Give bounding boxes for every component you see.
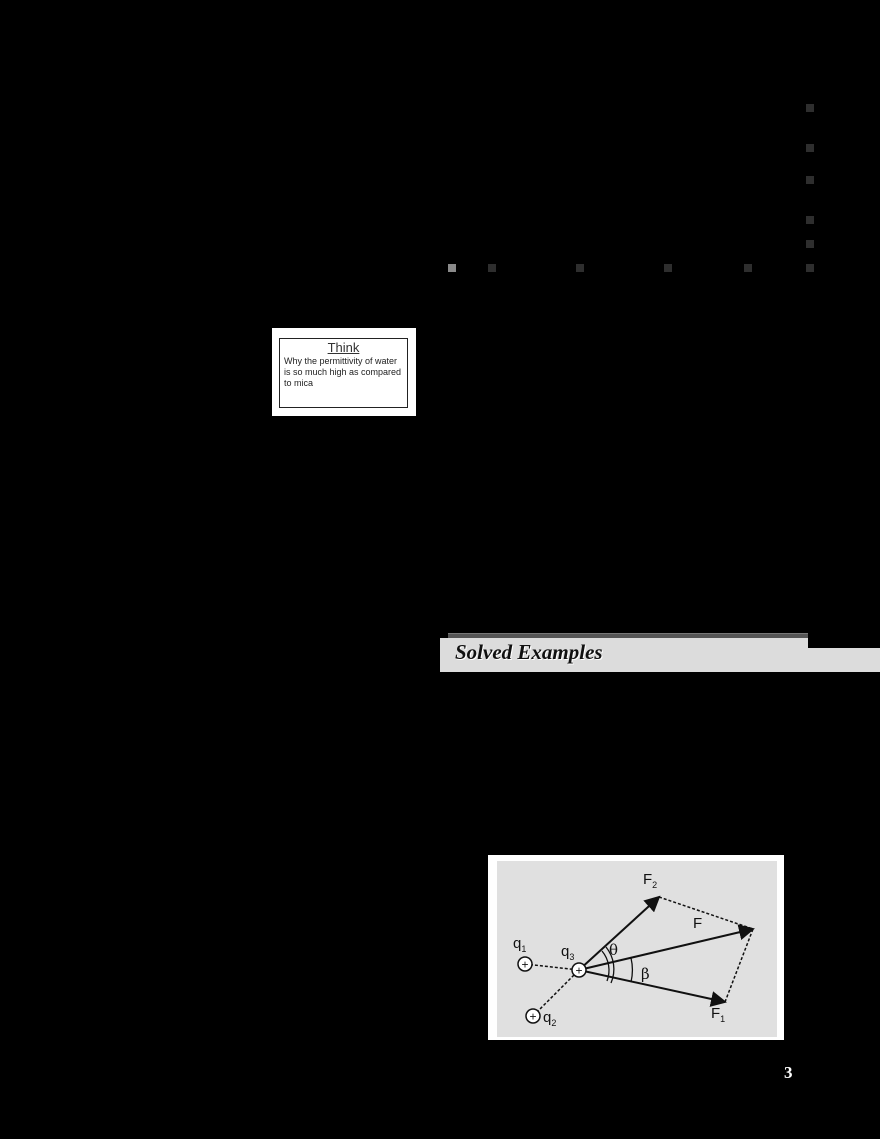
label-f1: $F_1$ (711, 1005, 726, 1024)
label-f: F (693, 915, 703, 932)
vector-diagram-svg (497, 861, 777, 1037)
grid-marker (744, 264, 752, 272)
think-title: Think (327, 340, 360, 355)
label-q2: $q_2$ (543, 1009, 557, 1028)
svg-text:+: + (529, 1009, 537, 1024)
label-theta: θ (609, 941, 619, 959)
section-title: Solved Examples (455, 640, 603, 664)
grid-marker (448, 264, 456, 272)
grid-marker (806, 176, 814, 184)
svg-text:+: + (521, 957, 529, 972)
grid-marker (576, 264, 584, 272)
diagram-canvas (497, 861, 777, 1037)
beta-arc (631, 958, 632, 982)
label-q3: $q_3$ (561, 943, 575, 962)
grid-marker (806, 264, 814, 272)
f2-vector (579, 897, 659, 970)
grid-marker (664, 264, 672, 272)
grid-marker (806, 240, 814, 248)
section-header-bar-extension (808, 648, 880, 672)
grid-marker (488, 264, 496, 272)
grid-marker (806, 144, 814, 152)
grid-marker (806, 104, 814, 112)
label-f2: $F_2$ (643, 871, 658, 890)
think-box-frame (279, 338, 408, 408)
svg-text:+: + (575, 963, 583, 978)
parallelogram-edge (725, 929, 753, 1002)
think-text: Why the permittivity of water is so much high as compared to mica (284, 356, 402, 388)
grid-marker (806, 216, 814, 224)
f1-vector (579, 970, 725, 1002)
label-beta: β (641, 965, 650, 983)
think-box (272, 328, 416, 416)
resultant-vector (579, 929, 753, 970)
label-q1: $q_1$ (513, 935, 527, 954)
q1-to-q3-line (525, 964, 579, 970)
page-number: 3 (784, 1063, 793, 1082)
force-vector-diagram (488, 855, 784, 1040)
parallelogram-edge (659, 897, 753, 929)
